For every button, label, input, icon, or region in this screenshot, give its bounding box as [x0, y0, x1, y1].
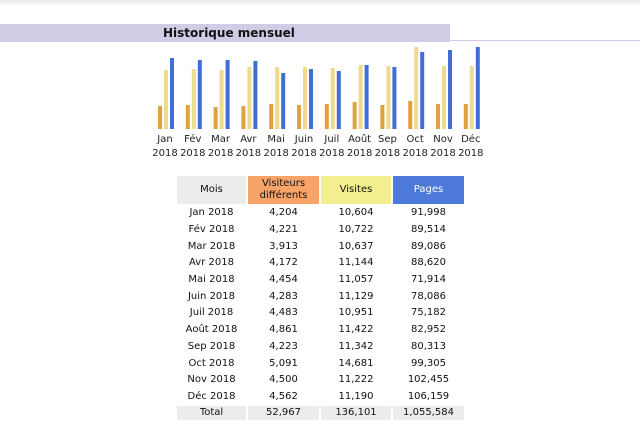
- row-visits: 10,951: [338, 307, 374, 319]
- year-tick-label: 2018: [263, 148, 289, 159]
- table-row: [177, 256, 464, 271]
- bar-visitors: [297, 105, 301, 129]
- row-visitors: 4,221: [269, 224, 298, 236]
- bar-visitors: [241, 106, 245, 129]
- row-visits: 11,222: [338, 374, 374, 386]
- row-pages: 102,455: [407, 374, 450, 386]
- bar-visits: [331, 68, 335, 129]
- month-tick-label: Juil: [324, 134, 340, 145]
- row-visits: 11,190: [338, 390, 374, 402]
- table-row: [177, 323, 464, 338]
- col-header-visitors: Visiteurs différents: [248, 176, 319, 204]
- bar-pages: [420, 52, 424, 129]
- row-visits: 10,722: [338, 224, 374, 236]
- table-row: [177, 340, 464, 355]
- total-visitors: 52,967: [248, 406, 319, 420]
- bar-visits: [303, 67, 307, 129]
- row-pages: 91,998: [411, 207, 446, 219]
- row-visitors: 4,500: [269, 374, 298, 386]
- row-visitors: 4,861: [269, 324, 298, 336]
- row-visitors: 4,223: [269, 340, 298, 352]
- table-row: [177, 390, 464, 405]
- month-tick-label: Oct: [406, 134, 424, 145]
- bar-visits: [359, 65, 363, 129]
- table-row: [177, 373, 464, 388]
- row-month: Avr 2018: [189, 257, 234, 269]
- col-header-visits: Visites: [321, 176, 391, 204]
- monthly-history-table: [175, 174, 466, 422]
- month-tick-label: Août: [348, 134, 372, 145]
- row-month: Juil 2018: [189, 307, 234, 319]
- year-tick-label: 2018: [402, 148, 428, 159]
- row-pages: 71,914: [411, 274, 446, 286]
- bar-pages: [365, 65, 369, 129]
- bar-visits: [220, 70, 224, 129]
- row-visits: 11,144: [338, 257, 374, 269]
- bar-pages: [170, 58, 174, 129]
- row-visitors: 4,283: [269, 290, 298, 302]
- table-row: [177, 356, 464, 371]
- row-visits: 14,681: [338, 357, 374, 369]
- bar-visitors: [158, 106, 162, 129]
- bar-pages: [337, 71, 341, 129]
- bar-visitors: [380, 105, 384, 129]
- row-visitors: 4,172: [269, 257, 298, 269]
- year-tick-label: 2018: [374, 148, 401, 159]
- row-visits: 11,342: [338, 340, 374, 352]
- total-label: Total: [177, 406, 246, 420]
- year-tick-label: 2018: [430, 148, 456, 159]
- row-visits: 11,129: [338, 290, 374, 302]
- row-month: Mai 2018: [188, 274, 235, 286]
- year-tick-label: 2018: [346, 148, 373, 159]
- table-row: [177, 289, 464, 304]
- bar-pages: [281, 73, 285, 129]
- month-tick-label: Jan: [157, 134, 173, 145]
- row-month: Sep 2018: [187, 340, 236, 352]
- monthly-history-chart: [0, 0, 640, 170]
- total-visits: 136,101: [321, 406, 391, 420]
- year-tick-label: 2018: [235, 148, 262, 159]
- year-tick-label: 2018: [458, 148, 484, 159]
- row-visitors: 5,091: [269, 357, 298, 369]
- month-tick-label: Mai: [267, 134, 285, 145]
- bar-visits: [164, 70, 168, 129]
- bar-pages: [392, 67, 396, 129]
- month-tick-label: Avr: [240, 134, 257, 145]
- section-title: Historique mensuel: [163, 26, 295, 40]
- col-header-month: Mois: [177, 176, 246, 204]
- bar-visitors: [353, 102, 357, 129]
- bar-pages: [309, 69, 313, 129]
- bar-pages: [448, 50, 452, 129]
- year-tick-label: 2018: [152, 148, 178, 159]
- month-tick-label: Fév: [184, 134, 202, 145]
- bar-visitors: [214, 107, 218, 129]
- row-visitors: 4,454: [269, 274, 298, 286]
- bar-visits: [247, 67, 251, 129]
- bar-visitors: [436, 104, 440, 129]
- year-tick-label: 2018: [319, 148, 345, 159]
- row-visits: 11,057: [338, 274, 374, 286]
- row-pages: 78,086: [411, 290, 446, 302]
- bar-visits: [442, 66, 446, 129]
- row-pages: 88,620: [411, 257, 446, 269]
- row-month: Fév 2018: [188, 224, 235, 236]
- row-month: Mar 2018: [187, 240, 236, 252]
- month-tick-label: Déc: [461, 134, 481, 145]
- bar-pages: [226, 60, 230, 129]
- year-tick-label: 2018: [207, 148, 234, 159]
- row-pages: 82,952: [411, 324, 446, 336]
- bar-visits: [192, 69, 196, 129]
- bar-visitors: [408, 101, 412, 129]
- table-row: [177, 223, 464, 238]
- bar-visits: [275, 67, 279, 129]
- total-row: [177, 406, 464, 420]
- row-visitors: 4,204: [269, 207, 298, 219]
- row-pages: 80,313: [411, 340, 446, 352]
- month-tick-label: Mar: [211, 134, 231, 145]
- row-visits: 10,604: [338, 207, 374, 219]
- bar-visitors: [269, 104, 273, 129]
- bar-visitors: [325, 104, 329, 129]
- table-row: [177, 273, 464, 288]
- row-month: Oct 2018: [188, 357, 235, 369]
- bar-pages: [253, 61, 257, 129]
- total-pages: 1,055,584: [393, 406, 464, 420]
- row-month: Jan 2018: [189, 207, 234, 219]
- col-header-pages: Pages: [393, 176, 464, 204]
- row-visits: 11,422: [338, 324, 374, 336]
- row-pages: 75,182: [411, 307, 446, 319]
- row-visitors: 4,562: [269, 390, 298, 402]
- table-row: [177, 206, 464, 221]
- bar-visits: [470, 66, 474, 129]
- month-tick-label: Juin: [294, 134, 314, 145]
- row-pages: 106,159: [407, 390, 450, 402]
- table-row: [177, 239, 464, 254]
- row-month: Déc 2018: [187, 390, 236, 402]
- year-tick-label: 2018: [291, 148, 317, 159]
- bar-visits: [386, 66, 390, 129]
- row-visitors: 4,483: [269, 307, 298, 319]
- bar-pages: [476, 47, 480, 129]
- table-row: [177, 306, 464, 321]
- bar-visitors: [464, 104, 468, 129]
- month-tick-label: Sep: [377, 134, 397, 145]
- month-tick-label: Nov: [433, 134, 453, 145]
- row-month: Juin 2018: [187, 290, 236, 302]
- row-pages: 89,086: [411, 240, 446, 252]
- row-pages: 89,514: [411, 224, 446, 236]
- bar-visits: [414, 47, 418, 129]
- bar-visitors: [186, 105, 190, 129]
- row-visits: 10,637: [338, 240, 374, 252]
- row-month: Août 2018: [185, 324, 238, 336]
- row-pages: 99,305: [411, 357, 446, 369]
- row-visitors: 3,913: [269, 240, 298, 252]
- row-month: Nov 2018: [187, 374, 236, 386]
- year-tick-label: 2018: [180, 148, 206, 159]
- table-header-row: [177, 176, 464, 204]
- bar-pages: [198, 60, 202, 129]
